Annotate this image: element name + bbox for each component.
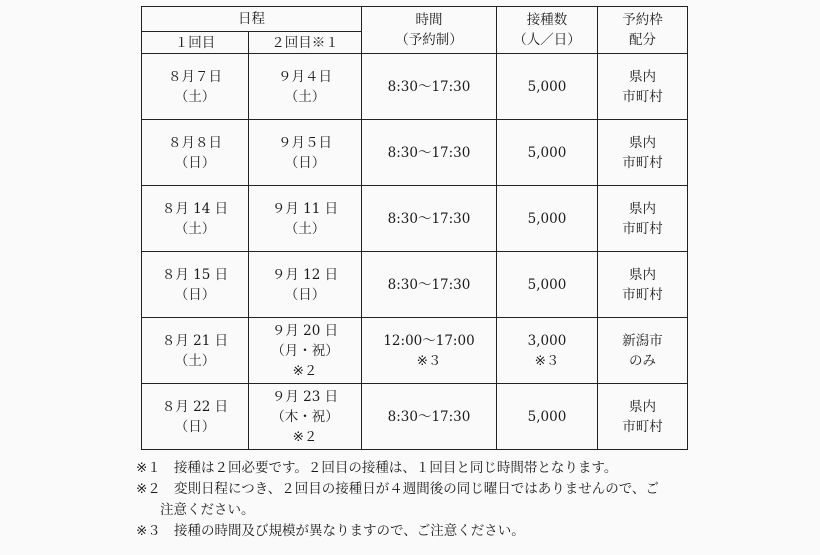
first-dose-header: １回目 bbox=[142, 32, 249, 54]
second-dose-second-date: ９月 23 日 bbox=[271, 388, 339, 405]
second-dose-second-day: （土） bbox=[284, 88, 326, 105]
time-time: 8:30～17:30 bbox=[387, 78, 471, 95]
allocation-alloc-2: 市町村 bbox=[622, 154, 663, 171]
time-time: 8:30～17:30 bbox=[387, 144, 471, 161]
second-dose-second-date: ９月５日 bbox=[278, 134, 332, 151]
count-header: 接種数 （人／日） bbox=[497, 7, 598, 54]
second-dose-second-note: ※２ bbox=[292, 362, 318, 379]
first-dose-first-date: ８月８日 bbox=[168, 134, 222, 151]
second-dose-second-date: ９月 20 日 bbox=[271, 322, 339, 339]
footnote-mark: ※３ bbox=[136, 523, 161, 539]
allocation-cell bbox=[598, 318, 688, 384]
first-dose-first-day: （日） bbox=[174, 286, 216, 303]
table-body bbox=[142, 54, 688, 450]
footnote-text: 変則日程につき、２回目の接種日が４週間後の同じ曜日ではありませんので、ご bbox=[174, 481, 659, 497]
allocation-alloc-2: 市町村 bbox=[622, 286, 663, 303]
schedule-header: 日程 bbox=[142, 7, 362, 32]
allocation-cell bbox=[598, 384, 688, 450]
table-row bbox=[142, 252, 688, 318]
allocation-alloc-2: 市町村 bbox=[622, 418, 663, 435]
second-dose-cell bbox=[249, 120, 362, 186]
time-cell bbox=[362, 54, 497, 120]
table-row bbox=[142, 318, 688, 384]
first-dose-cell bbox=[142, 120, 249, 186]
first-dose-cell bbox=[142, 384, 249, 450]
time-time: 8:30～17:30 bbox=[387, 276, 471, 293]
count-cell bbox=[497, 186, 598, 252]
footnote-body bbox=[174, 458, 706, 479]
time-time: 12:00～17:00 bbox=[383, 332, 475, 349]
count-count: 5,000 bbox=[527, 408, 567, 425]
first-dose-cell bbox=[142, 54, 249, 120]
allocation-cell bbox=[598, 252, 688, 318]
first-dose-cell bbox=[142, 318, 249, 384]
allocation-alloc-2: 市町村 bbox=[622, 220, 663, 237]
count-count: 5,000 bbox=[527, 276, 567, 293]
first-dose-first-date: ８月 22 日 bbox=[161, 398, 229, 415]
second-dose-second-day: （土） bbox=[284, 220, 326, 237]
allocation-header: 予約枠 配分 bbox=[598, 7, 688, 54]
count-cell bbox=[497, 54, 598, 120]
allocation-alloc-1: 県内 bbox=[629, 266, 656, 283]
first-dose-first-date: ８月 21 日 bbox=[161, 332, 229, 349]
second-dose-cell bbox=[249, 252, 362, 318]
time-cell bbox=[362, 384, 497, 450]
second-dose-second-day: （月・祝） bbox=[271, 342, 339, 359]
time-time-note: ※３ bbox=[416, 352, 442, 369]
second-dose-cell bbox=[249, 54, 362, 120]
count-cell bbox=[497, 252, 598, 318]
footnote-mark: ※１ bbox=[136, 460, 161, 476]
footnote-body bbox=[160, 479, 706, 521]
second-dose-second-day: （日） bbox=[284, 286, 326, 303]
count-count: 5,000 bbox=[527, 210, 567, 227]
allocation-alloc-1: 県内 bbox=[629, 68, 656, 85]
second-dose-header: ２回目※１ bbox=[249, 32, 362, 54]
allocation-alloc-1: 県内 bbox=[629, 398, 656, 415]
first-dose-first-day: （土） bbox=[174, 88, 216, 105]
header-row bbox=[142, 7, 688, 32]
second-dose-cell bbox=[249, 384, 362, 450]
first-dose-first-date: ８月７日 bbox=[168, 68, 222, 85]
second-dose-cell bbox=[249, 318, 362, 384]
table-row bbox=[142, 54, 688, 120]
count-count: 3,000 bbox=[527, 332, 567, 349]
time-cell bbox=[362, 318, 497, 384]
allocation-alloc-1: 新潟市 bbox=[622, 332, 663, 349]
time-cell bbox=[362, 120, 497, 186]
second-dose-second-day: （木・祝） bbox=[271, 408, 339, 425]
count-cell bbox=[497, 120, 598, 186]
time-cell bbox=[362, 186, 497, 252]
allocation-cell bbox=[598, 54, 688, 120]
second-dose-cell bbox=[249, 186, 362, 252]
footnote-continuation: 注意ください。 bbox=[160, 502, 255, 518]
count-cell bbox=[497, 384, 598, 450]
allocation-cell bbox=[598, 186, 688, 252]
count-count: 5,000 bbox=[527, 144, 567, 161]
table-row bbox=[142, 384, 688, 450]
second-dose-second-day: （日） bbox=[284, 154, 326, 171]
first-dose-first-day: （土） bbox=[174, 352, 216, 369]
first-dose-first-date: ８月 14 日 bbox=[161, 200, 229, 217]
time-time: 8:30～17:30 bbox=[387, 210, 471, 227]
time-time: 8:30～17:30 bbox=[387, 408, 471, 425]
first-dose-first-day: （日） bbox=[174, 418, 216, 435]
footnote-body bbox=[174, 521, 706, 542]
allocation-alloc-1: 県内 bbox=[629, 134, 656, 151]
first-dose-first-day: （土） bbox=[174, 220, 216, 237]
count-count: 5,000 bbox=[527, 78, 567, 95]
count-count-note: ※３ bbox=[534, 352, 560, 369]
footnote bbox=[136, 521, 706, 542]
footnote bbox=[136, 479, 706, 521]
time-cell bbox=[362, 252, 497, 318]
count-cell bbox=[497, 318, 598, 384]
footnote-text: 接種の時間及び規模が異なりますので、ご注意ください。 bbox=[174, 523, 525, 539]
allocation-alloc-2: 市町村 bbox=[622, 88, 663, 105]
first-dose-first-date: ８月 15 日 bbox=[161, 266, 229, 283]
second-dose-second-note: ※２ bbox=[292, 428, 318, 445]
allocation-alloc-1: 県内 bbox=[629, 200, 656, 217]
footnotes bbox=[136, 458, 706, 542]
first-dose-cell bbox=[142, 186, 249, 252]
second-dose-second-date: ９月 12 日 bbox=[271, 266, 339, 283]
footnote bbox=[136, 458, 706, 479]
table-row bbox=[142, 186, 688, 252]
first-dose-cell bbox=[142, 252, 249, 318]
footnote-text: 接種は２回必要です。２回目の接種は、１回目と同じ時間帯となります。 bbox=[174, 460, 618, 476]
second-dose-second-date: ９月 11 日 bbox=[271, 200, 339, 217]
first-dose-first-day: （日） bbox=[174, 154, 216, 171]
vaccination-schedule-table bbox=[141, 6, 688, 450]
second-dose-second-date: ９月４日 bbox=[278, 68, 332, 85]
footnote-mark: ※２ bbox=[136, 481, 161, 497]
allocation-alloc-2: のみ bbox=[629, 352, 656, 369]
table-row bbox=[142, 120, 688, 186]
allocation-cell bbox=[598, 120, 688, 186]
time-header: 時間 （予約制） bbox=[362, 7, 497, 54]
